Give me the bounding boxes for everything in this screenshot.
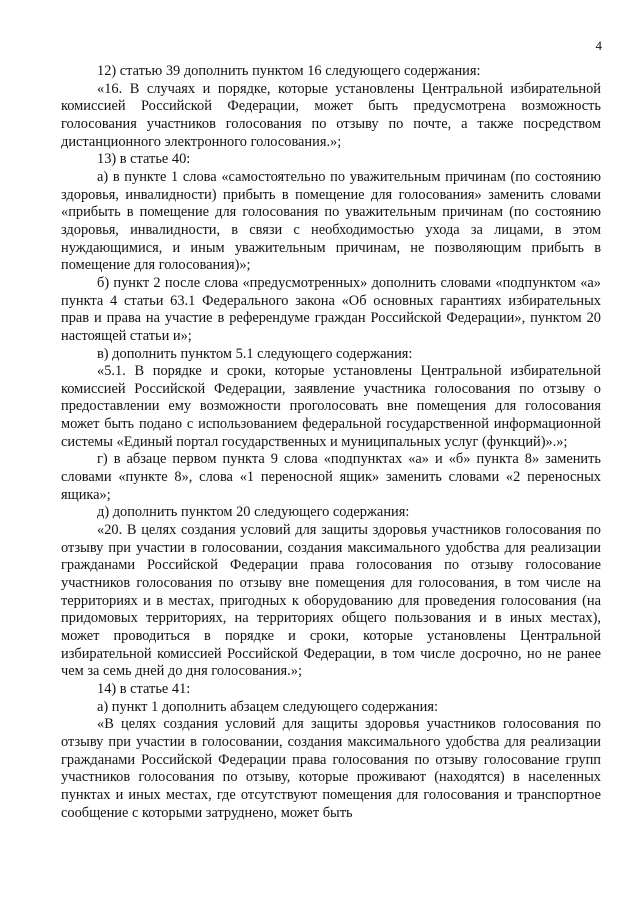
paragraph-item-13: 13) в статье 40:: [97, 151, 191, 168]
paragraph-point-16-text: «16. В случаях и порядке, которые установлены Центральной избирательной комиссией Российской Федерации, может быть предусмотрена возможность голосования участников голосования по отзыву по почте, а также посредством дистанционного электронного голосования.»;: [61, 80, 601, 150]
paragraph-subitem-b: б) пункт 2 после слова «предусмотренных» дополнить словами «подпунктом «а» пункта 4 статьи 63.1 Федерального закона «Об основных гарантиях избирательных прав и права на участие в референдуме граждан Российской Федерации», пунктом 20 настоящей статьи и»;: [61, 274, 601, 344]
paragraph-subitem-g: г) в абзаце первом пункта 9 слова «подпунктах «а» и «б» пункта 8» заменить словами «пункте 8», слова «1 переносной ящик» заменить словами «2 переносных ящика»;: [61, 451, 601, 503]
paragraph-point-5-1-text: «5.1. В порядке и сроки, которые установлены Центральной избирательной комиссией Российской Федерации, заявление участника голосования по отзыву о предоставлении ему возможности проголосовать вне помещения для голосования может быть подано с использованием федеральной государственной информационной системы «Единый портал государственных и муниципальных услуг (функций)».»;: [61, 363, 601, 450]
page-number: 4: [595, 38, 602, 53]
paragraph-subitem-a: а) в пункте 1 слова «самостоятельно по уважительным причинам (по состоянию здоровья, инвалидности) прибыть в помещение для голосования» заменить словами «прибыть в помещение для голосования по уважительным причинам (по состоянию здоровья, инвалидности, в связи с необходимостью ухода за лицами, в этом нуждающимися, и иным уважительным причинам, не позволяющим прибыть в помещение для голосования)»;: [61, 168, 601, 274]
paragraph-subitem-a-41: а) пункт 1 дополнить абзацем следующего содержания:: [97, 698, 438, 715]
paragraph-new-abzac-text: «В целях создания условий для защиты здоровья участников голосования по отзыву при участии в голосовании, создания максимального удобства для реализации гражданами Российской Федерации права голосования по отзыву голосование групп участников голосования по отзыву, которые проживают (находятся) в населенных пунктах и иных местах, где отсутствуют помещения для голосования и транспортное сообщение с которыми затруднено, может быть: [61, 716, 601, 821]
paragraph-subitem-d: д) дополнить пунктом 20 следующего содержания:: [97, 504, 410, 521]
paragraph-point-20-text: «20. В целях создания условий для защиты здоровья участников голосования по отзыву при участии в голосовании, создания максимального удобства для реализации гражданами Российской Федерации права голосования по отзыву голосование участников голосования по отзыву вне помещения для голосования, в том числе на территориях и в местах, пригодных к оборудованию для проведения голосования (на придомовых территориях, на территориях общего пользования и в иных местах), может проводиться в порядке и сроки, которые установлены Центральной избирательной комиссией Российской Федерации, в том числе досрочно, но не ранее чем за семь дней до дня голосования.»;: [61, 522, 601, 680]
document-body: [61, 63, 601, 822]
paragraph-item-14: 14) в статье 41:: [97, 680, 191, 697]
paragraph-item-12: 12) статью 39 дополнить пунктом 16 следующего содержания:: [97, 63, 481, 79]
paragraph-subitem-v: в) дополнить пунктом 5.1 следующего содержания:: [97, 345, 413, 362]
